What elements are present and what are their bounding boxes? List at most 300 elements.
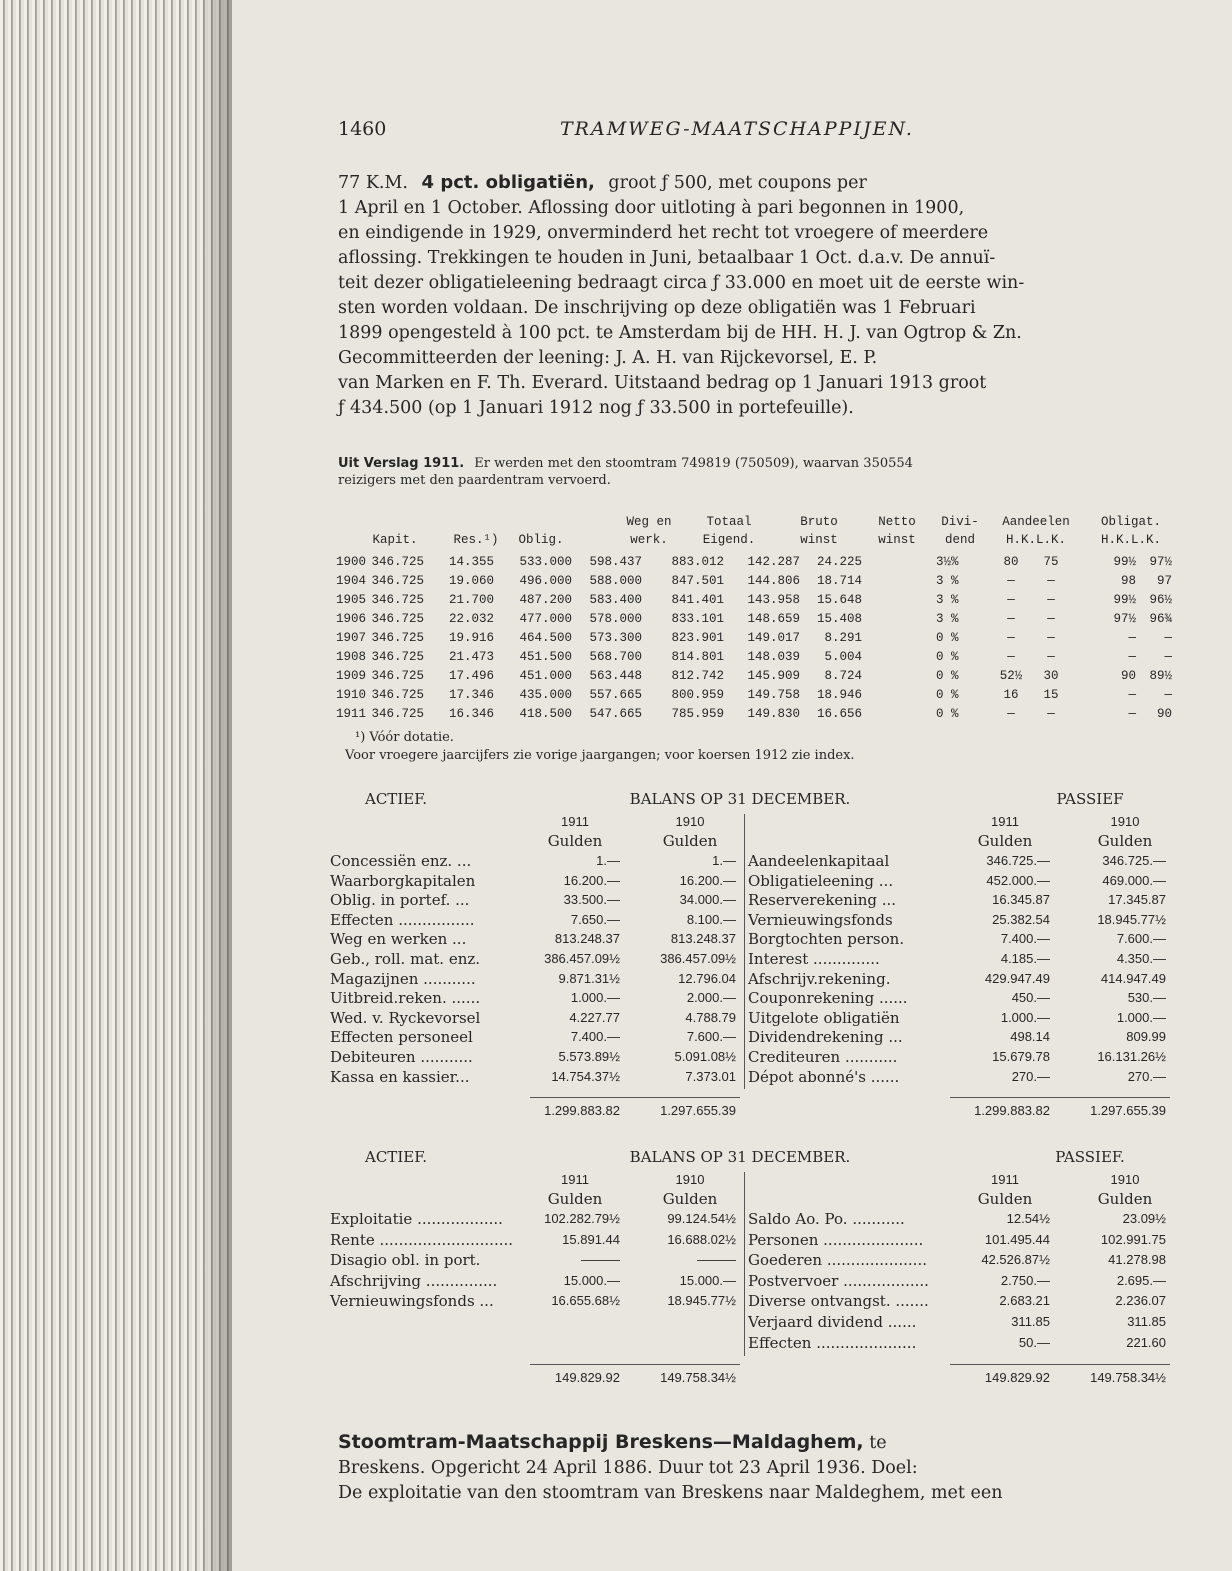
passief-value: 452.000.—: [986, 872, 1050, 888]
actief-value: 7.650.—: [570, 911, 620, 927]
row-year: 1910: [336, 688, 367, 702]
bond-paragraph: [338, 170, 1168, 421]
table-cell: 98: [1120, 574, 1136, 588]
passief-item-label: Postvervoer ..................: [748, 1271, 929, 1290]
passief-item-label: Personen .....................: [748, 1230, 924, 1249]
actief-value: 386.457.09½: [660, 951, 736, 966]
passief-value: 346.725.—: [1102, 853, 1166, 868]
table-cell: 3 %: [936, 593, 959, 607]
table-cell: —: [1007, 574, 1015, 588]
table-cell: 346.725: [371, 612, 424, 626]
year-label: 1910: [1110, 1172, 1140, 1187]
actief-item-label: Geb., roll. mat. enz.: [330, 950, 481, 968]
intro-line: van Marken en F. Th. Everard. Uitstaand bedrag op 1 Januari 1913 groot: [338, 373, 987, 393]
actief-item-label: Effecten personeel: [330, 1028, 473, 1047]
table-header: winst: [878, 533, 916, 547]
book-spine-pages: [0, 0, 232, 1571]
table-cell: 90: [1120, 669, 1136, 683]
table-cell: 8.291: [824, 631, 862, 645]
passief-value: 42.526.87½: [981, 1252, 1050, 1268]
actief-value: 16.655.68½: [551, 1293, 620, 1309]
actief-value: 102.282.79½: [544, 1211, 620, 1226]
passief-item-label: Aandeelenkapitaal: [748, 852, 890, 870]
table-cell: 785.959: [671, 707, 724, 721]
table-cell: 0 %: [936, 707, 959, 721]
actief-value: 813.248.37: [670, 931, 736, 947]
table-note: Voor vroegere jaarcijfers zie vorige jaargangen; voor koersen 1912 zie index.: [345, 748, 855, 763]
total-rule: [530, 1097, 740, 1098]
table-header: Oblig.: [518, 533, 564, 547]
unit-label: Gulden: [547, 1190, 603, 1208]
actief-item-label: Exploitatie ..................: [330, 1210, 503, 1228]
table-cell: 464.500: [519, 631, 572, 645]
table-cell: 346.725: [371, 688, 424, 702]
table-cell: 451.000: [519, 669, 572, 683]
actief-item-label: Wed. v. Ryckevorsel: [330, 1008, 481, 1027]
table-cell: 148.659: [747, 612, 800, 626]
actief-item-label: Concessiën enz. ...: [330, 852, 472, 870]
passief-value: 16.131.26½: [1097, 1049, 1166, 1064]
table-cell: 0 %: [936, 669, 959, 683]
table-cell: 883.012: [671, 555, 724, 569]
row-year: 1909: [336, 669, 367, 683]
passief-value: 429.947.49: [984, 970, 1050, 986]
table-cell: —: [1047, 574, 1055, 588]
intro-line: ƒ 434.500 (op 1 Januari 1912 nog ƒ 33.500 in portefeuille).: [338, 398, 854, 418]
table-cell: 346.725: [371, 650, 424, 664]
passief-value: 809.99: [1126, 1029, 1166, 1045]
table-cell: 16: [1003, 688, 1019, 702]
passief-value: 414.947.49: [1100, 970, 1166, 986]
passief-value: 469.000.—: [1102, 872, 1166, 888]
passief-value: 7.600.—: [1116, 931, 1166, 947]
table-cell: 547.665: [589, 707, 642, 721]
table-cell: 477.000: [519, 612, 572, 626]
table-cell: 97: [1156, 574, 1172, 588]
table-cell: 17.496: [448, 669, 494, 683]
actief-value: 1.—: [596, 853, 620, 868]
actief-item-label: Weg en werken ...: [330, 930, 467, 949]
passief-value: 2.750.—: [1000, 1272, 1050, 1288]
passief-value: 25.382.54: [992, 911, 1050, 927]
actief-value: 8.100.—: [686, 911, 736, 927]
passief-value: 270.—: [1011, 1068, 1050, 1084]
intro-line: teit dezer obligatieleening bedraagt circa ƒ 33.000 en moet uit de eerste win-: [338, 273, 1025, 293]
row-year: 1907: [336, 631, 367, 645]
table-cell: 833.101: [671, 612, 724, 626]
actief-value: 33.500.—: [563, 892, 620, 908]
passief-item-label: Uitgelote obligatiën: [748, 1008, 900, 1027]
actief-value: 4.788.79: [685, 1009, 736, 1025]
actief-item-label: Oblig. in portef. ...: [330, 891, 470, 910]
passief-item-label: Reserverekening ...: [748, 891, 897, 910]
actief-value: ———: [697, 1252, 736, 1268]
passief-value: 1.000.—: [1000, 1009, 1050, 1025]
table-cell: 99½: [1113, 593, 1136, 607]
table-cell: 800.959: [671, 688, 724, 702]
table-cell: 496.000: [519, 574, 572, 588]
table-cell: 97½: [1113, 612, 1136, 626]
table-header: Kapit.: [372, 533, 418, 547]
table-cell: 96½: [1149, 593, 1172, 607]
actief-value: 12.796.04: [678, 970, 736, 986]
passief-value: 311.85: [1011, 1314, 1050, 1329]
table-cell: 143.958: [747, 593, 800, 607]
table-cell: —: [1164, 650, 1172, 664]
intro-line: en eindigende in 1929, onverminderd het recht tot vroegere of meerdere: [338, 223, 989, 243]
passief-item-label: Obligatieleening ...: [748, 871, 894, 890]
row-year: 1906: [336, 612, 367, 626]
actief-value: 14.754.37½: [551, 1068, 620, 1084]
actief-value: 386.457.09½: [544, 951, 620, 966]
actief-heading: ACTIEF.: [365, 790, 428, 808]
passief-item-label: Interest ..............: [748, 950, 880, 968]
table-cell: 8.724: [824, 669, 862, 683]
passief-total: 1.299.883.82: [974, 1103, 1050, 1119]
passief-value: 4.185.—: [1000, 951, 1050, 966]
unit-label: Gulden: [1097, 832, 1153, 850]
verslag-line: Er werden met den stoomtram 749819 (750509), waarvan 350554: [474, 456, 913, 471]
table-cell: 568.700: [589, 650, 642, 664]
table-header-top: Bruto: [800, 515, 838, 529]
statistics-table: [336, 515, 1176, 755]
table-cell: —: [1164, 631, 1172, 645]
table-cell: 5.004: [824, 650, 862, 664]
passief-item-label: Crediteuren ...........: [748, 1048, 898, 1066]
passief-item-label: Couponrekening ......: [748, 989, 908, 1008]
table-cell: —: [1007, 593, 1015, 607]
passief-value: 530.—: [1127, 990, 1166, 1006]
passief-value: 15.679.78: [992, 1049, 1050, 1064]
table-cell: —: [1047, 593, 1055, 607]
actief-total: 1.297.655.39: [660, 1103, 736, 1119]
actief-item-label: Waarborgkapitalen: [330, 871, 476, 890]
table-cell: 346.725: [371, 707, 424, 721]
actief-value: 15.891.44: [562, 1231, 620, 1247]
table-cell: 487.200: [519, 593, 572, 607]
table-cell: 75: [1043, 555, 1059, 569]
year-label: 1910: [1110, 814, 1140, 829]
passief-value: 16.345.87: [992, 892, 1050, 908]
table-cell: 841.401: [671, 593, 724, 607]
actief-total: 1.299.883.82: [544, 1103, 620, 1119]
table-cell: 583.400: [589, 593, 642, 607]
table-cell: 149.758: [747, 688, 800, 702]
table-cell: —: [1007, 707, 1015, 721]
table-cell: —: [1128, 631, 1136, 645]
actief-value: 7.373.01: [685, 1068, 736, 1084]
actief-item-label: Afschrijving ...............: [330, 1271, 498, 1290]
table-cell: 149.830: [747, 707, 800, 721]
table-cell: 18.946: [816, 688, 862, 702]
table-header-top: Divi-: [941, 515, 979, 529]
table-cell: 563.448: [589, 669, 642, 683]
total-rule: [530, 1364, 740, 1365]
passief-value: 17.345.87: [1108, 892, 1166, 908]
actief-item-label: Effecten ................: [330, 910, 475, 929]
table-cell: 533.000: [519, 555, 572, 569]
year-label: 1910: [675, 1172, 705, 1187]
actief-value: 1.—: [712, 853, 736, 868]
table-cell: 15.408: [816, 612, 862, 626]
passief-value: 23.09½: [1122, 1211, 1166, 1226]
table-cell: 847.501: [671, 574, 724, 588]
passief-item-label: Dépot abonné's ......: [748, 1067, 900, 1086]
table-cell: 346.725: [371, 555, 424, 569]
actief-value: 16.200.—: [563, 872, 620, 888]
next-company-paragraph: [338, 1430, 1168, 1506]
table-cell: 22.032: [448, 612, 494, 626]
table-cell: 573.300: [589, 631, 642, 645]
passief-value: 346.725.—: [986, 853, 1050, 868]
table-cell: 598.437: [589, 555, 642, 569]
table-cell: 812.742: [671, 669, 724, 683]
actief-value: 813.248.37: [554, 931, 620, 947]
table-cell: 557.665: [589, 688, 642, 702]
table-header: dend: [944, 533, 975, 547]
company-line: te: [869, 1433, 887, 1453]
company-line: Breskens. Opgericht 24 April 1886. Duur tot 23 April 1936. Doel:: [338, 1458, 918, 1478]
passief-value: 270.—: [1127, 1068, 1166, 1084]
passief-value: 498.14: [1010, 1029, 1050, 1045]
unit-label: Gulden: [1097, 1190, 1153, 1208]
year-label: 1911: [561, 1172, 589, 1187]
passief-value: 7.400.—: [1000, 931, 1050, 947]
table-cell: 3 %: [936, 612, 959, 626]
table-cell: 21.700: [448, 593, 494, 607]
table-cell: 144.806: [747, 574, 800, 588]
actief-value: 15.000.—: [679, 1272, 736, 1288]
year-label: 1911: [561, 814, 589, 829]
passief-item-label: Verjaard dividend ......: [748, 1313, 917, 1331]
table-cell: 814.801: [671, 650, 724, 664]
footnote: ¹) Vóór dotatie.: [355, 730, 454, 745]
table-cell: 142.287: [747, 555, 800, 569]
intro-line-0: [338, 170, 1168, 196]
actief-item-label: Rente ............................: [330, 1230, 514, 1249]
verslag-text: [338, 455, 913, 489]
passief-item-label: Vernieuwingsfonds: [748, 910, 893, 929]
intro-line: Gecommitteerden der leening: J. A. H. van Rijckevorsel, E. P.: [338, 348, 878, 368]
table-cell: 30: [1043, 669, 1059, 683]
table-header: H.K.L.K.: [1005, 533, 1066, 547]
passief-value: 2.236.07: [1115, 1293, 1166, 1309]
verslag-line: reizigers met den paardentram vervoerd.: [338, 473, 611, 488]
year-label: 1911: [991, 1172, 1019, 1187]
table-cell: 24.225: [816, 555, 862, 569]
table-cell: 21.473: [448, 650, 494, 664]
table-header: winst: [800, 533, 838, 547]
table-cell: 3½%: [936, 555, 959, 569]
actief-value: 34.000.—: [679, 892, 736, 908]
passief-item-label: Goederen .....................: [748, 1251, 927, 1270]
table-cell: 16.346: [448, 707, 494, 721]
actief-value: 5.091.08½: [674, 1049, 736, 1064]
passief-value: 2.683.21: [999, 1293, 1050, 1309]
table-cell: 97½: [1149, 555, 1172, 569]
table-cell: 90: [1156, 707, 1172, 721]
table-cell: 0 %: [936, 650, 959, 664]
actief-total: 149.829.92: [554, 1370, 620, 1386]
table-header-top: Totaal: [706, 515, 752, 529]
table-cell: 145.909: [747, 669, 800, 683]
table-cell: 15.648: [816, 593, 862, 607]
actief-item-label: Vernieuwingsfonds ...: [330, 1292, 494, 1311]
balans-heading: BALANS OP 31 DECEMBER.: [629, 1148, 851, 1166]
table-cell: —: [1047, 650, 1055, 664]
actief-item-label: Kassa en kassier...: [330, 1067, 470, 1086]
page-number: 1460: [338, 118, 387, 140]
passief-value: 1.000.—: [1116, 1009, 1166, 1025]
table-cell: —: [1047, 612, 1055, 626]
table-cell: 3 %: [936, 574, 959, 588]
passief-item-label: Dividendrekening ...: [748, 1028, 903, 1047]
running-title: TRAMWEG-MAATSCHAPPIJEN.: [560, 118, 914, 140]
actief-item-label: Debiteuren ...........: [330, 1048, 473, 1066]
table-cell: 99½: [1113, 555, 1136, 569]
table-cell: 0 %: [936, 631, 959, 645]
table-cell: 588.000: [589, 574, 642, 588]
column-divider: [744, 1172, 745, 1356]
actief-total: 149.758.34½: [660, 1370, 736, 1386]
row-year: 1905: [336, 593, 367, 607]
table-cell: 148.039: [747, 650, 800, 664]
passief-value: 18.945.77½: [1097, 911, 1166, 927]
table-cell: —: [1164, 688, 1172, 702]
table-cell: 578.000: [589, 612, 642, 626]
table-cell: —: [1007, 612, 1015, 626]
table-cell: 451.500: [519, 650, 572, 664]
unit-label: Gulden: [662, 1190, 718, 1208]
table-cell: 346.725: [371, 631, 424, 645]
table-cell: —: [1047, 707, 1055, 721]
passief-item-label: Afschrijv.rekening.: [748, 969, 891, 988]
table-header: werk.: [630, 533, 668, 547]
balans-heading: BALANS OP 31 DECEMBER.: [629, 790, 851, 808]
total-rule: [950, 1097, 1170, 1098]
table-header-top: Aandeelen: [1002, 515, 1070, 529]
passief-value: 450.—: [1011, 990, 1050, 1006]
year-label: 1910: [675, 814, 705, 829]
table-cell: 346.725: [371, 669, 424, 683]
table-cell: 52½: [999, 669, 1023, 683]
table-cell: 14.355: [448, 555, 494, 569]
table-cell: 96¾: [1149, 612, 1172, 626]
unit-label: Gulden: [977, 832, 1033, 850]
table-cell: 435.000: [519, 688, 572, 702]
actief-item-label: Disagio obl. in port.: [330, 1251, 481, 1270]
table-cell: —: [1047, 631, 1055, 645]
table-cell: 346.725: [371, 593, 424, 607]
actief-value: 7.400.—: [570, 1029, 620, 1045]
actief-value: 4.227.77: [569, 1009, 620, 1025]
passief-heading: PASSIEF: [1056, 790, 1124, 808]
company-line: De exploitatie van den stoomtram van Breskens naar Maldeghem, met een: [338, 1483, 1003, 1503]
passief-value: 50.—: [1018, 1334, 1050, 1350]
passief-item-label: Effecten .....................: [748, 1333, 917, 1352]
unit-label: Gulden: [662, 832, 718, 850]
passief-total: 1.297.655.39: [1090, 1103, 1166, 1119]
unit-label: Gulden: [547, 832, 603, 850]
actief-value: 1.000.—: [570, 990, 620, 1006]
intro-bold: 4 pct. obligatiën,: [421, 172, 595, 193]
table-header: H.K.L.K.: [1100, 533, 1161, 547]
table-cell: 418.500: [519, 707, 572, 721]
table-header: Res.¹): [453, 533, 499, 547]
row-year: 1904: [336, 574, 367, 588]
passief-value: 101.495.44: [984, 1231, 1050, 1247]
table-cell: 16.656: [816, 707, 862, 721]
actief-heading: ACTIEF.: [365, 1148, 428, 1166]
table-cell: —: [1128, 650, 1136, 664]
passief-value: 102.991.75: [1100, 1231, 1166, 1247]
passief-total: 149.758.34½: [1090, 1370, 1166, 1386]
table-cell: —: [1128, 688, 1136, 702]
actief-value: 2.000.—: [686, 990, 736, 1006]
verslag-heading: Uit Verslag 1911.: [338, 456, 465, 471]
table-header: Eigend.: [702, 533, 756, 547]
passief-value: 4.350.—: [1116, 951, 1166, 966]
table-cell: 15: [1043, 688, 1059, 702]
actief-item-label: Magazijnen ...........: [330, 969, 476, 988]
table-cell: 18.714: [816, 574, 862, 588]
actief-value: 7.600.—: [686, 1029, 736, 1045]
actief-value: 18.945.77½: [667, 1293, 736, 1309]
passief-item-label: Saldo Ao. Po. ...........: [748, 1210, 905, 1228]
table-cell: 80: [1003, 555, 1019, 569]
table-cell: 17.346: [448, 688, 494, 702]
intro-line: groot ƒ 500, met coupons per: [608, 173, 867, 193]
actief-value: 16.688.02½: [667, 1231, 736, 1247]
passief-item-label: Diverse ontvangst. .......: [748, 1292, 929, 1311]
unit-label: Gulden: [977, 1190, 1033, 1208]
table-cell: —: [1007, 631, 1015, 645]
table-cell: 89½: [1149, 669, 1172, 683]
table-cell: 0 %: [936, 688, 959, 702]
intro-line: sten worden voldaan. De inschrijving op deze obligatiën was 1 Februari: [338, 298, 976, 318]
row-year: 1900: [336, 555, 367, 569]
actief-item-label: Uitbreid.reken. ......: [330, 989, 481, 1008]
actief-value: 5.573.89½: [558, 1049, 620, 1064]
passief-value: 41.278.98: [1108, 1252, 1166, 1268]
year-label: 1911: [991, 814, 1019, 829]
table-header-top: Weg en: [626, 515, 672, 529]
table-header-top: Netto: [878, 515, 916, 529]
table-cell: —: [1128, 707, 1136, 721]
passief-item-label: Borgtochten person.: [748, 930, 905, 949]
balance-sheet: [330, 790, 1180, 1135]
passief-value: 2.695.—: [1116, 1272, 1166, 1288]
passief-value: 12.54½: [1006, 1211, 1050, 1226]
actief-value: 16.200.—: [679, 872, 736, 888]
intro-line: aflossing. Trekkingen te houden in Juni, betaalbaar 1 Oct. d.a.v. De annuï-: [338, 248, 996, 268]
row-year: 1911: [336, 707, 367, 721]
company-name: Stoomtram-Maatschappij Breskens—Maldaghem,: [338, 1431, 864, 1453]
row-year: 1908: [336, 650, 367, 664]
table-cell: 149.017: [747, 631, 800, 645]
intro-line: 1899 opengesteld à 100 pct. te Amsterdam bij de HH. H. J. van Ogtrop & Zn.: [338, 323, 1022, 343]
actief-value: 15.000.—: [563, 1272, 620, 1288]
passief-total: 149.829.92: [984, 1370, 1050, 1386]
table-cell: 19.916: [448, 631, 494, 645]
actief-value: ———: [581, 1252, 620, 1268]
actief-value: 9.871.31½: [558, 970, 620, 986]
table-cell: 823.901: [671, 631, 724, 645]
passief-heading: PASSIEF.: [1055, 1148, 1125, 1166]
table-cell: 346.725: [371, 574, 424, 588]
column-divider: [744, 814, 745, 1089]
actief-value: 99.124.54½: [667, 1211, 736, 1226]
